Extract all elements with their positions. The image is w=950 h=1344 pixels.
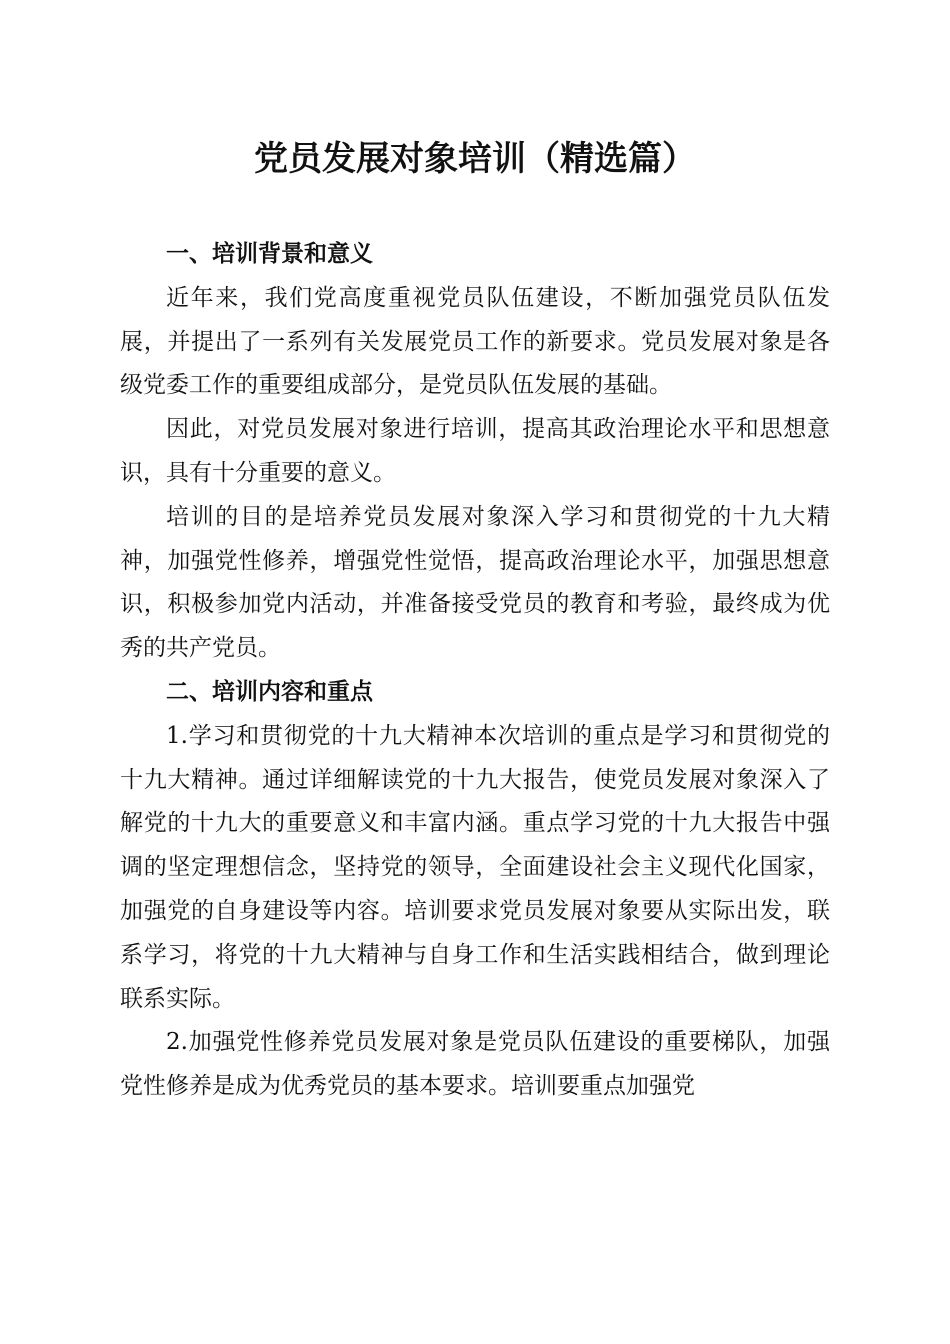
paragraph: 2.加强党性修养党员发展对象是党员队伍建设的重要梯队，加强党性修养是成为优秀党员的基本要求。培训要重点加强党: [120, 1029, 830, 1100]
document-body: [120, 233, 830, 1109]
paragraph: 近年来，我们党高度重视党员队伍建设，不断加强党员队伍发展，并提出了一系列有关发展党员工作的新要求。党员发展对象是各级党委工作的重要组成部分，是党员队伍发展的基础。: [120, 284, 830, 399]
document-title: 党员发展对象培训（精选篇）: [254, 139, 696, 179]
section-heading-content: 二、培训内容和重点: [166, 678, 373, 705]
paragraph: 培训的目的是培养党员发展对象深入学习和贯彻党的十九大精神，加强党性修养，增强党性觉悟，提高政治理论水平，加强思想意识，积极参加党内活动，并准备接受党员的教育和考验，最终成为优秀的共产党员。: [120, 503, 830, 662]
paragraph: 因此，对党员发展对象进行培训，提高其政治理论水平和思想意识，具有十分重要的意义。: [120, 416, 830, 486]
paragraph: 1.学习和贯彻党的十九大精神本次培训的重点是学习和贯彻党的十九大精神。通过详细解读党的十九大报告，使党员发展对象深入了解党的十九大的重要意义和丰富内涵。重点学习党的十九大报告中强调的坚定理想信念，坚持党的领导，全面建设社会主义现代化国家，加强党的自身建设等内容。培训要求党员发展对象要从实际出发，联系学习，将党的十九大精神与自身工作和生活实践相结合，做到理论联系实际。: [120, 722, 830, 1012]
section-heading-background: 一、培训背景和意义: [166, 241, 373, 267]
